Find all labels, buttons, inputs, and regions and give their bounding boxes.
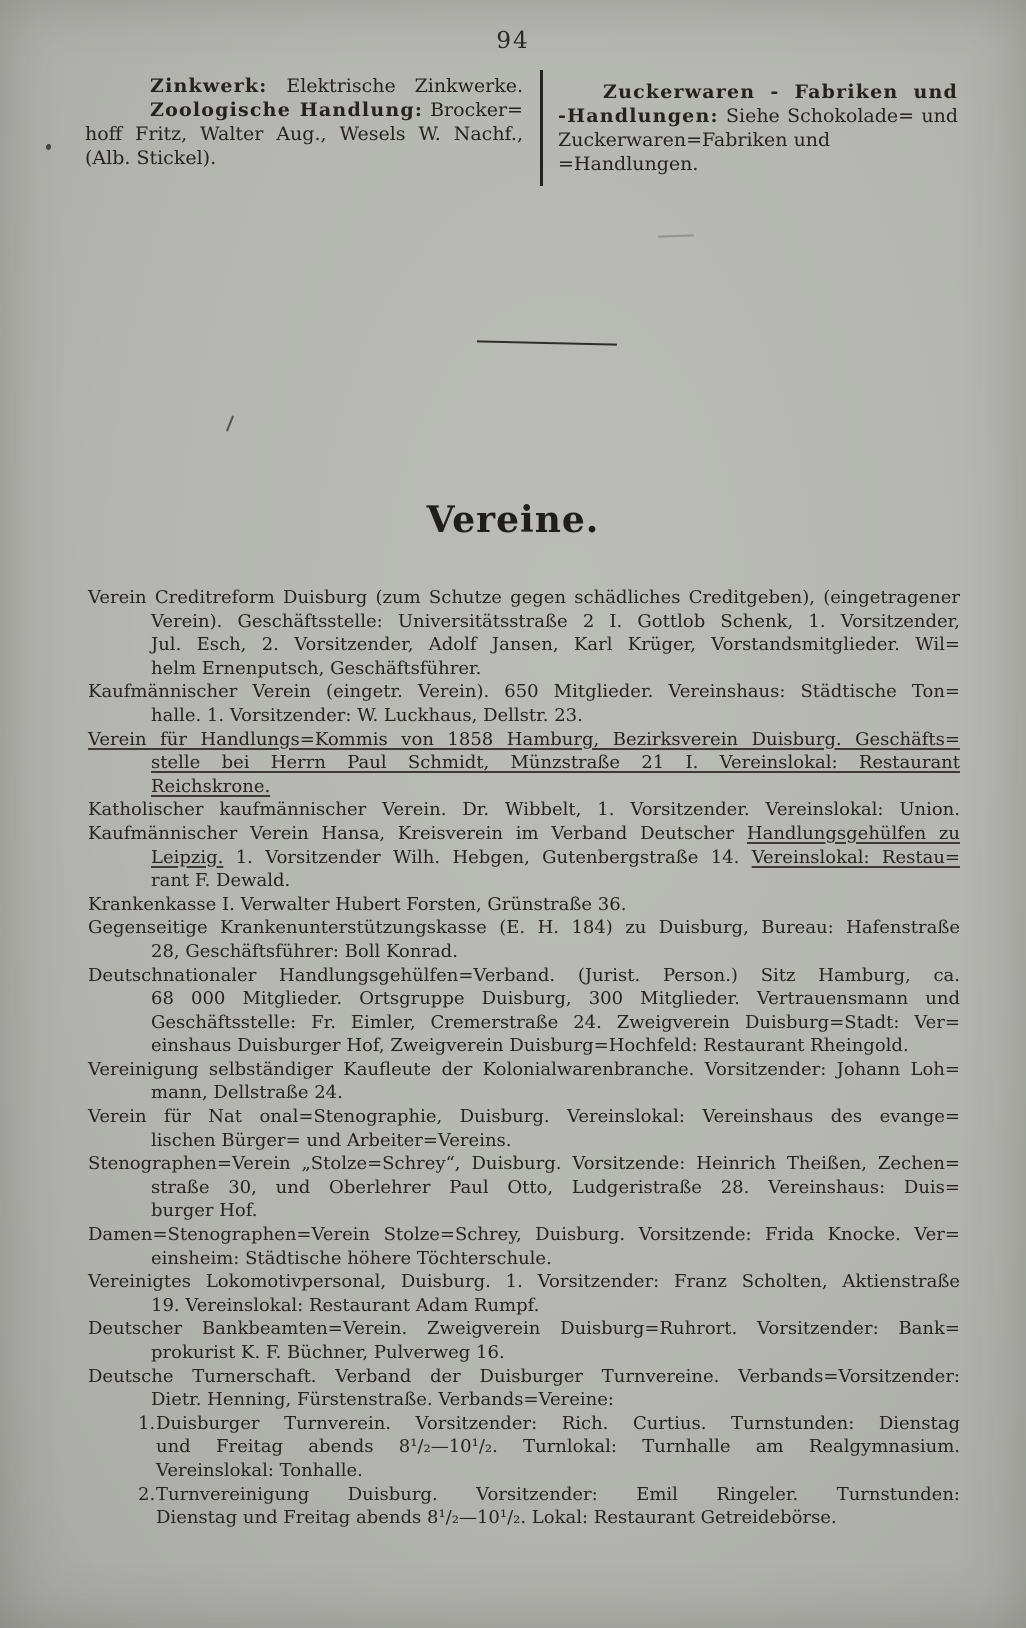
text-segment: Damen=Stenographen=Verein Stolze=Schrey, Duisburg. Vorsitzende: Frida Knocke. Ver= [88, 1224, 960, 1246]
text-segment: 68 000 Mitglieder. Ortsgruppe Duisburg, 300 Mitglieder. Vertrauensmann und [151, 988, 960, 1010]
text-segment: Deutschnationaler Handlungsgehülfen=Verband. (Jurist. Person.) Sitz Hamburg, ca. [88, 964, 960, 986]
directory-line [85, 74, 523, 98]
directory-entry [88, 1223, 960, 1270]
directory-line [85, 98, 523, 122]
directory-line [88, 916, 960, 940]
directory-line [88, 610, 960, 634]
directory-entry [88, 798, 960, 822]
directory-line [88, 1223, 960, 1247]
directory-line [88, 1011, 960, 1035]
headword: Zinkwerk: [150, 75, 268, 97]
text-segment: Reichskrone. [151, 775, 271, 797]
text-segment: Deutscher Bankbeamten=Verein. Zweigverein Duisburg=Ruhrort. Vorsitzender: Bank= [88, 1318, 960, 1340]
directory-line [558, 80, 958, 104]
directory-entry [88, 1270, 960, 1317]
text-segment: hoff Fritz, Walter Aug., Wesels W. Nachf., [85, 123, 523, 145]
directory-line [88, 1317, 960, 1341]
text-segment: 19. Vereinslokal: Restaurant Adam Rumpf. [151, 1294, 540, 1316]
directory-line [88, 1365, 960, 1389]
directory-line [88, 1341, 960, 1365]
directory-line [88, 657, 960, 681]
text-segment: Zuckerwaren=Fabriken und =Handlungen. [558, 129, 831, 175]
text-segment: Kaufmännischer Verein (eingetr. Verein). 650 Mitglieder. Vereinshaus: Städtische Ton= [88, 681, 960, 703]
text-segment: Kaufmännischer Verein Hansa, Kreisverein im Verband Deutscher [88, 822, 747, 844]
directory-line [88, 1034, 960, 1058]
scan-artifact [658, 234, 694, 237]
text-segment: Verein Creditreform Duisburg (zum Schutze gegen schädliches Creditgeben), (eingetragener [88, 587, 960, 608]
directory-entry [88, 586, 960, 680]
directory-line [558, 104, 958, 128]
text-segment: Duisburger Turnverein. Vorsitzender: Rich. Curtius. Turnstunden: Dienstag [156, 1412, 960, 1434]
text-segment: Dienstag und Freitag abends 8¹/₂—10¹/₂. Lokal: Restaurant Getreidebörse. [156, 1507, 837, 1529]
directory-line [88, 1081, 960, 1105]
text-segment: Vereinigtes Lokomotivpersonal, Duisburg. 1. Vorsitzender: Franz Scholten, Aktienstraße [88, 1271, 960, 1293]
text-segment: Elektrische Zinkwerke. [267, 75, 523, 97]
directory-entry [88, 1317, 960, 1364]
directory-line [88, 1105, 960, 1129]
directory-entry [88, 1105, 960, 1152]
directory-line [88, 798, 960, 822]
directory-line [88, 822, 960, 846]
top-right-column [558, 80, 958, 176]
directory-entry [88, 916, 960, 963]
headword: Zoologische Handlung: [150, 99, 424, 121]
directory-line [88, 964, 960, 988]
directory-line [88, 1294, 960, 1318]
text-segment: Krankenkasse I. Verwalter Hubert Forsten, Grünstraße 36. [88, 893, 627, 915]
text-segment: rant F. Dewald. [151, 870, 291, 892]
top-left-column [85, 74, 523, 170]
directory-line [88, 846, 960, 870]
directory-entry [88, 893, 960, 917]
text-segment: lischen Bürger= und Arbeiter=Vereins. [151, 1129, 512, 1151]
directory-entry [88, 728, 960, 799]
text-segment: burger Hof. [151, 1200, 258, 1222]
directory-line [88, 1176, 960, 1200]
text-segment: einshaus Duisburger Hof, Zweigverein Duisburg=Hochfeld: Restaurant Rheingold. [151, 1035, 909, 1057]
text-segment: mann, Dellstraße 24. [151, 1082, 343, 1104]
directory-line [88, 680, 960, 704]
section-divider [477, 340, 617, 345]
directory-line [85, 146, 523, 170]
directory-line [88, 1247, 960, 1271]
directory-line [88, 1459, 960, 1483]
scan-artifact [46, 144, 51, 150]
text-segment: Deutsche Turnerschaft. Verband der Duisburger Turnvereine. Verbands=Vorsitzender: [88, 1365, 960, 1387]
directory-line [88, 1270, 960, 1294]
text-segment: Vereinslokal: Restau= [751, 846, 961, 868]
directory-line [88, 1058, 960, 1082]
text-segment: einsheim: Städtische höhere Töchterschule. [151, 1247, 552, 1269]
page-number: 94 [496, 28, 530, 54]
text-segment: Katholischer kaufmännischer Verein. Dr. Wibbelt, 1. Vorsitzender. Vereinslokal: Union. [88, 799, 960, 821]
headword: -Handlungen: [558, 105, 719, 127]
text-segment: stelle bei Herrn Paul Schmidt, Münzstraße 21 I. Vereinslokal: Restaurant [151, 752, 960, 774]
text-segment: Jul. Esch, 2. Vorsitzender, Adolf Jansen, Karl Krüger, Vorstandsmitglieder. Wil= [151, 634, 960, 656]
column-divider [540, 70, 543, 186]
text-segment: Verein für Nat onal=Stenographie, Duisburg. Vereinslokal: Vereinshaus des evange= [88, 1106, 960, 1128]
directory-line [88, 751, 960, 775]
text-segment: Stenographen=Verein „Stolze=Schrey“, Duisburg. Vorsitzende: Heinrich Theißen, Zechen= [88, 1153, 960, 1175]
text-segment: Brocker= [423, 99, 523, 121]
directory-entry [88, 1058, 960, 1105]
directory-line [88, 1483, 960, 1507]
directory-entry [88, 1152, 960, 1223]
text-segment: Dietr. Henning, Fürstenstraße. Verbands=Vereine: [151, 1389, 614, 1411]
text-segment: Vereinigung selbständiger Kaufleute der Kolonialwarenbranche. Vorsitzender: Johann Loh= [88, 1058, 960, 1080]
text-segment: helm Ernenputsch, Geschäftsführer. [151, 657, 482, 679]
text-segment: halle. 1. Vorsitzender: W. Luckhaus, Dellstr. 23. [151, 704, 583, 726]
headword: Zuckerwaren - Fabriken und [603, 81, 958, 103]
text-segment: straße 30, und Oberlehrer Paul Otto, Ludgeristraße 28. Vereinshaus: Duis= [151, 1176, 960, 1198]
text-segment: Siehe Schokolade= und [718, 105, 958, 127]
entry-number: 2. [138, 1483, 156, 1505]
directory-line [88, 893, 960, 917]
directory-line [558, 128, 958, 176]
text-segment: (Alb. Stickel). [85, 147, 217, 169]
text-segment: Leipzig. [151, 846, 224, 868]
scan-artifact [226, 415, 234, 432]
text-segment: Geschäftsstelle: Fr. Eimler, Cremerstraße 24. Zweigverein Duisburg=Stadt: Ver= [151, 1011, 960, 1033]
directory-entry [88, 1365, 960, 1530]
text-segment: Gegenseitige Krankenunterstützungskasse (E. H. 184) zu Duisburg, Bureau: Hafenstraße [88, 917, 960, 939]
directory-entry [88, 822, 960, 893]
text-segment: Turnvereinigung Duisburg. Vorsitzender: Emil Ringeler. Turnstunden: [156, 1483, 960, 1505]
directory-line [88, 987, 960, 1011]
text-segment: 28, Geschäftsführer: Boll Konrad. [151, 940, 458, 962]
directory-entry [88, 680, 960, 727]
directory-line [88, 1412, 960, 1436]
directory-line [88, 940, 960, 964]
text-segment: Vereinslokal: Tonhalle. [156, 1459, 363, 1481]
directory-line [88, 1435, 960, 1459]
directory-line [88, 1152, 960, 1176]
directory-line [85, 122, 523, 146]
text-segment: Verein für Handlungs=Kommis von 1858 Hamburg, Bezirksverein Duisburg. Geschäfts= [88, 728, 960, 750]
section-heading: Vereine. [426, 499, 600, 541]
directory-line [88, 1388, 960, 1412]
directory-line [88, 869, 960, 893]
text-segment: Verein). Geschäftsstelle: Universitätsstraße 2 I. Gottlob Schenk, 1. Vorsitzender, [151, 610, 960, 632]
directory-line [88, 704, 960, 728]
directory-line [88, 633, 960, 657]
directory-line [88, 1199, 960, 1223]
directory-line [88, 775, 960, 799]
text-segment: 1. Vorsitzender Wilh. Hebgen, Gutenbergstraße 14. [223, 846, 752, 868]
text-segment: und Freitag abends 8¹/₂—10¹/₂. Turnlokal: Turnhalle am Realgymnasium. [156, 1436, 960, 1458]
directory-line [88, 728, 960, 752]
entry-number: 1. [138, 1412, 156, 1434]
directory-entry [88, 964, 960, 1058]
directory-entries [88, 586, 960, 1530]
directory-line [88, 1506, 960, 1530]
text-segment: prokurist K. F. Büchner, Pulverweg 16. [151, 1342, 505, 1363]
text-segment: Handlungsgehülfen zu [746, 822, 960, 844]
directory-line [88, 1129, 960, 1153]
directory-line [88, 586, 960, 610]
